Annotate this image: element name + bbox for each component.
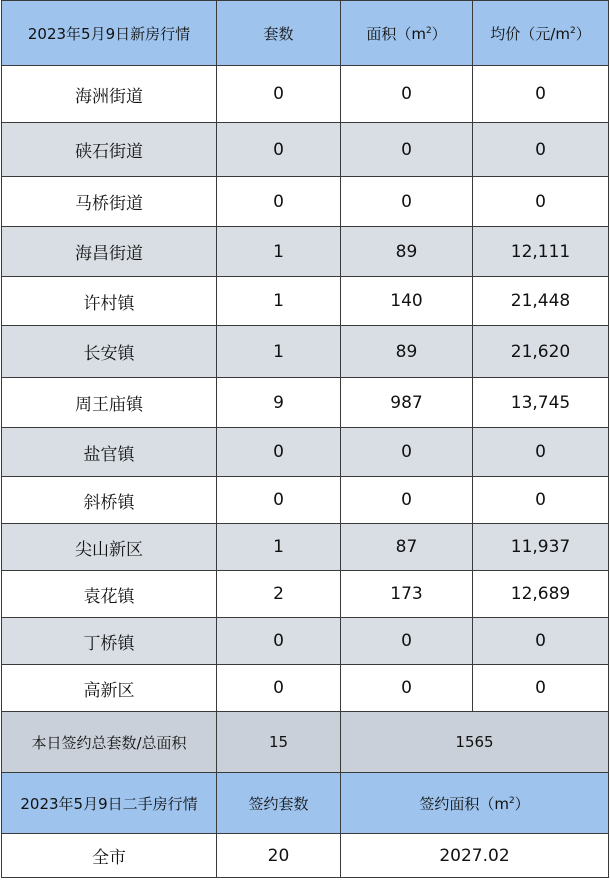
units-cell: 0 (217, 177, 341, 227)
totals-area: 1565 (341, 712, 609, 773)
totals-row (2, 712, 609, 773)
resale-units: 20 (217, 834, 341, 878)
units-cell: 2 (217, 571, 341, 618)
area-cell: 173 (341, 571, 473, 618)
table-row (2, 227, 609, 277)
units-cell: 0 (217, 428, 341, 477)
table-row (2, 326, 609, 378)
resale-area: 2027.02 (341, 834, 609, 878)
table-row (2, 277, 609, 326)
new-home-header-row (2, 1, 609, 66)
col-header-units: 套数 (217, 1, 341, 66)
district-name: 硖石街道 (2, 123, 217, 177)
area-cell: 0 (341, 618, 473, 665)
area-cell: 0 (341, 428, 473, 477)
area-cell: 89 (341, 326, 473, 378)
district-name: 周王庙镇 (2, 378, 217, 428)
district-name: 许村镇 (2, 277, 217, 326)
price-cell: 0 (473, 123, 609, 177)
price-cell: 13,745 (473, 378, 609, 428)
price-cell: 12,111 (473, 227, 609, 277)
totals-label: 本日签约总套数/总面积 (2, 712, 217, 773)
resale-scope: 全市 (2, 834, 217, 878)
area-cell: 87 (341, 524, 473, 571)
price-cell: 0 (473, 177, 609, 227)
district-name: 袁花镇 (2, 571, 217, 618)
price-cell: 11,937 (473, 524, 609, 571)
district-name: 马桥街道 (2, 177, 217, 227)
district-name: 海昌街道 (2, 227, 217, 277)
price-cell: 21,448 (473, 277, 609, 326)
area-cell: 0 (341, 477, 473, 524)
table-row (2, 571, 609, 618)
table-row (2, 378, 609, 428)
table-row (2, 177, 609, 227)
price-cell: 0 (473, 665, 609, 712)
district-name: 丁桥镇 (2, 618, 217, 665)
col-header-price: 均价（元$/m^2$） (473, 1, 609, 66)
resale-col-area: 签约面积$(m^2)$ (341, 773, 609, 834)
area-cell: 89 (341, 227, 473, 277)
resale-title: 2023年5月9日二手房行情 (2, 773, 217, 834)
table-row (2, 477, 609, 524)
price-cell: 12,689 (473, 571, 609, 618)
new-home-title: 2023年5月9日新房行情 (2, 1, 217, 66)
col-header-area: 面积$(m^2)$ (341, 1, 473, 66)
table-row (2, 618, 609, 665)
area-cell: 987 (341, 378, 473, 428)
district-name: 盐官镇 (2, 428, 217, 477)
resale-header-row (2, 773, 609, 834)
units-cell: 0 (217, 123, 341, 177)
units-cell: 1 (217, 227, 341, 277)
table-row (2, 665, 609, 712)
units-cell: 0 (217, 618, 341, 665)
units-cell: 0 (217, 665, 341, 712)
units-cell: 1 (217, 277, 341, 326)
table-row (2, 524, 609, 571)
district-name: 斜桥镇 (2, 477, 217, 524)
district-name: 海洲街道 (2, 66, 217, 123)
units-cell: 9 (217, 378, 341, 428)
area-cell: 0 (341, 66, 473, 123)
units-cell: 1 (217, 524, 341, 571)
table-row (2, 123, 609, 177)
units-cell: 0 (217, 477, 341, 524)
table-row (2, 428, 609, 477)
resale-row (2, 834, 609, 878)
area-cell: 0 (341, 665, 473, 712)
resale-col-units: 签约套数 (217, 773, 341, 834)
units-cell: 1 (217, 326, 341, 378)
district-name: 长安镇 (2, 326, 217, 378)
price-cell: 0 (473, 66, 609, 123)
price-cell: 0 (473, 618, 609, 665)
price-cell: 0 (473, 428, 609, 477)
price-cell: 21,620 (473, 326, 609, 378)
area-cell: 0 (341, 123, 473, 177)
housing-market-table (1, 0, 609, 878)
table-row (2, 66, 609, 123)
totals-units: 15 (217, 712, 341, 773)
area-cell: 140 (341, 277, 473, 326)
area-cell: 0 (341, 177, 473, 227)
price-cell: 0 (473, 477, 609, 524)
units-cell: 0 (217, 66, 341, 123)
district-name: 高新区 (2, 665, 217, 712)
district-name: 尖山新区 (2, 524, 217, 571)
